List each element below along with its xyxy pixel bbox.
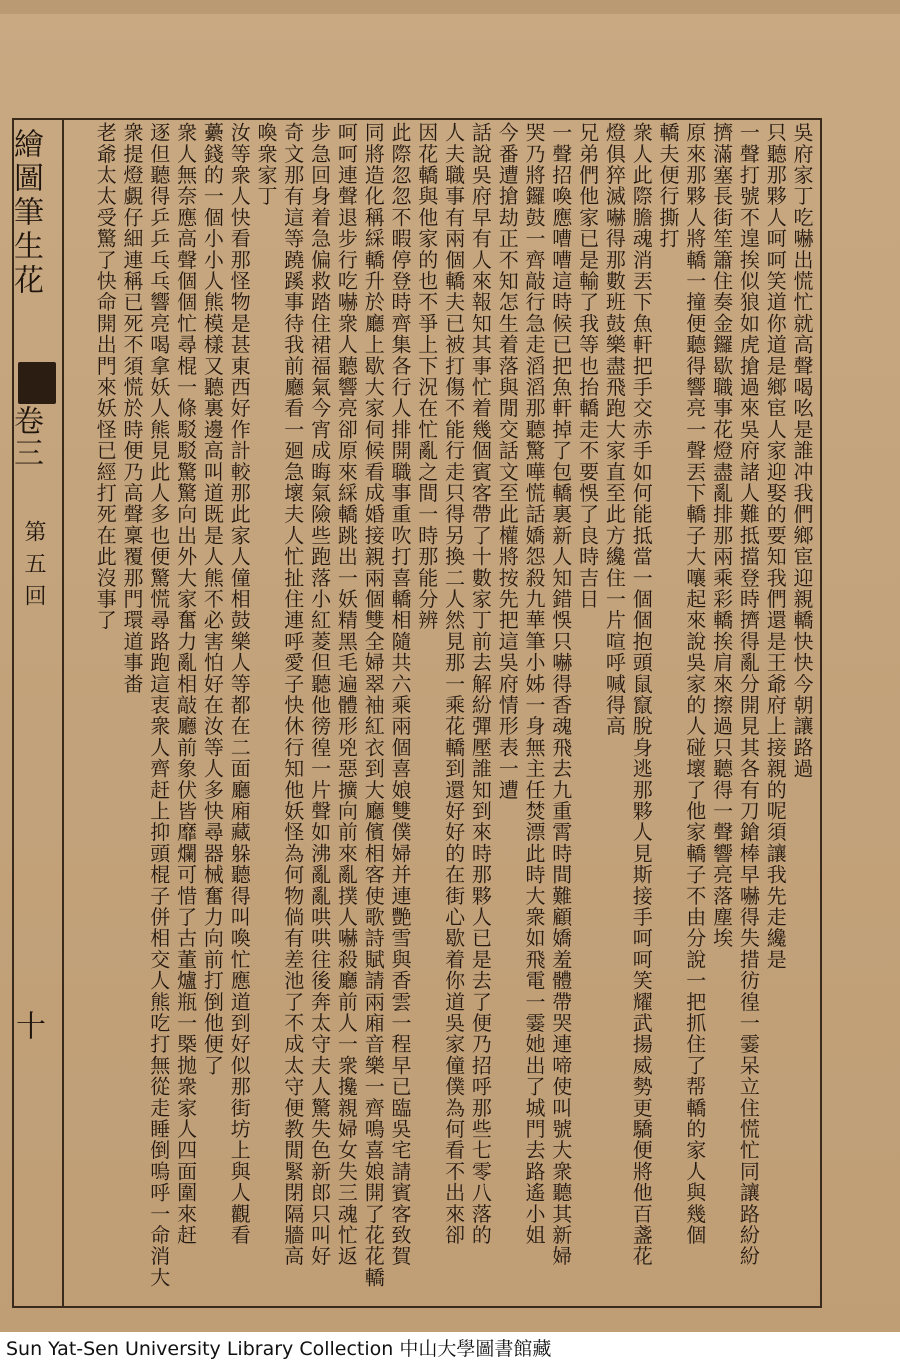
- text-column: 人夫職事有兩個轎夫已被打傷不能行走只得另換二人然見那一乘花轎到還好好的在街心歇着你道吳家僮僕為何看不出來卻: [441, 122, 466, 1246]
- spine-fishtail-mark: [18, 362, 56, 404]
- text-column: 因花轎與他家的也不爭上下況在忙亂之間一時那能分辨: [414, 122, 439, 631]
- text-column: 衆人此際膽魂消丟下魚軒把手交赤手如何能抵當一個個抱頭鼠竄脫身逃那夥人見斯接手呵呵笑耀武揚威勢更驕便將他百盞花: [629, 122, 654, 1267]
- text-column: 老爺太太受驚了快命開出門來妖怪已經打死在此沒事了: [93, 122, 118, 631]
- text-column: 一聲招喚應嘈嘈這時候已把魚軒掉了包轎裏新人知錯悞只嚇得香魂飛去九重霄時間難顧嬌羞體帶哭連啼使叫號大衆聽其新婦: [548, 122, 573, 1267]
- text-column: 此際忽忽不暇停登時齊集各行人排開職事重吹打喜轎相隨共六乘兩個喜娘雙僕婦并連艷雪與香雲一程早已臨吳宅請賓客致賀: [388, 122, 412, 1267]
- text-column: 只聽那夥人呵呵笑道你道是鄉宦人家迎娶的要知我們還是王爺府上接親的呢須讓我先走纔是: [763, 122, 788, 970]
- text-column: 衆提燈覷仔細連稱已死不須慌於時便乃高聲稟覆那門環道事畨: [120, 122, 144, 695]
- text-column: 汝等衆人快看那怪物是甚東西好作計較那此家人僮相鼓樂人等都在二面廳廂藏躲聽得叫喚忙應道到好似那街坊上與人觀看: [227, 122, 252, 1246]
- page-top-edge: [0, 0, 900, 14]
- text-column: 話說吳府早有人來報知其事忙着幾個賓客帶了十數家丁前去解紛彈壓誰知到來時那夥人已是去了便乃招呼那些七零八落的: [468, 122, 493, 1246]
- text-column: 哭乃將鑼鼓一齊敲行急走滔滔那聽驚嘩慌話嬌怨殺九華筆小姊一身無主任焚漂此時大衆如飛電一霎她出了城門去路遙小姐: [522, 122, 546, 1246]
- text-column: 衆人無奈應高聲個個忙尋棍一條駁駁驚驚向出外大家奮力亂相敲廳前象伏皆靡爛可惜了古董爐瓶一槩拋衆家人四面圍來赶: [173, 122, 198, 1246]
- text-column: 燈俱猝滅嚇得那數班鼓樂盡飛跑大家直至此方纔住一片喧呼喊得高: [602, 122, 627, 737]
- text-column: 擠滿塞長街笙簫住奏金鑼歇職事花燈盡亂排那兩乘彩轎挨肩來擦過只聽得一聲響亮落塵埃: [709, 122, 734, 949]
- text-column: 吳府家丁吃嚇出慌忙就高聲喝吆是誰冲我們鄉宦迎親轎快快今朝讓路過: [790, 122, 814, 780]
- spine-book-title: 繪圖筆生花: [8, 128, 43, 298]
- text-column: 轎夫便行撕打: [656, 122, 680, 250]
- text-column: 逐但聽得乒乒乓乓響亮喝拿妖人熊見此人多也便驚慌尋路跑這衷衆人齊赶上抑頭棍子併相交人熊吃打無從走睡倒嗚呼一命消大: [146, 122, 171, 1288]
- text-column: 呵呵連聲退步行吃嚇衆人聽響亮卻原來綵轎跳出一妖精黑毛遍體形兇惡擴向前來亂撲人嚇殺廳前人一衆攙親婦女失三魂忙返: [334, 122, 359, 1267]
- text-column: 原來那夥人將轎一撞便聽得響亮一聲丟下轎子大嚷起來說吳家的人碰壞了他家轎子不由分說一把抓住了帮轎的家人與幾個: [682, 122, 707, 1246]
- text-column: 同將造化稱綵轎升於廳上歇大家伺候看成婚接親兩個雙全婦翠袖紅衣到大廳儐相客使歌詩賦請兩廂音樂一齊鳴喜娘開了花花轎: [361, 122, 386, 1288]
- spine-volume: 卷三: [8, 405, 43, 469]
- spine-chapter: 第五回: [21, 520, 46, 616]
- spine-divider: [62, 118, 64, 1308]
- spine-page-number: 十: [10, 1010, 45, 1042]
- text-column: 今番遭搶劫正不知怎生着落與閒交話文至此權將按先把這吳府情形表一遭: [495, 122, 520, 801]
- text-column: 步急回身着急偏救踏住裙福氣今宵成晦氣險些跑落小紅菱但聽他徬徨一片聲如沸亂亂哄哄往後奔太守夫人驚失色新郎只叫好: [307, 122, 332, 1267]
- text-column: 喚衆家丁: [254, 122, 278, 207]
- library-credit: Sun Yat-Sen University Library Collection 中山大學圖書館藏: [0, 1332, 900, 1366]
- text-column: 一聲打號不遑挨似狼如虎搶過來吳府諸人難抵擋登時擠得亂分開見其各有刀鎗棒早嚇得失措彷徨一霎呆立住慌忙同讓路紛紛: [736, 122, 761, 1267]
- text-column: 虆錢的一個小小人熊模樣又聽裏邊高叫道既是人熊不必害怕好在汝等人多快尋器械奮力向前打倒他便了: [200, 122, 225, 1076]
- text-column: 兄弟們他家已是輸了我等也抬轎走不要悞了良時吉日: [575, 122, 600, 610]
- text-column: 奇文那有這等蹺蹊事待我前廳看一廻急壞夫人忙扯住連呼愛子快休行知他妖怪為何物倘有差池了不成太守便教閒緊閉隔牆高: [280, 122, 305, 1267]
